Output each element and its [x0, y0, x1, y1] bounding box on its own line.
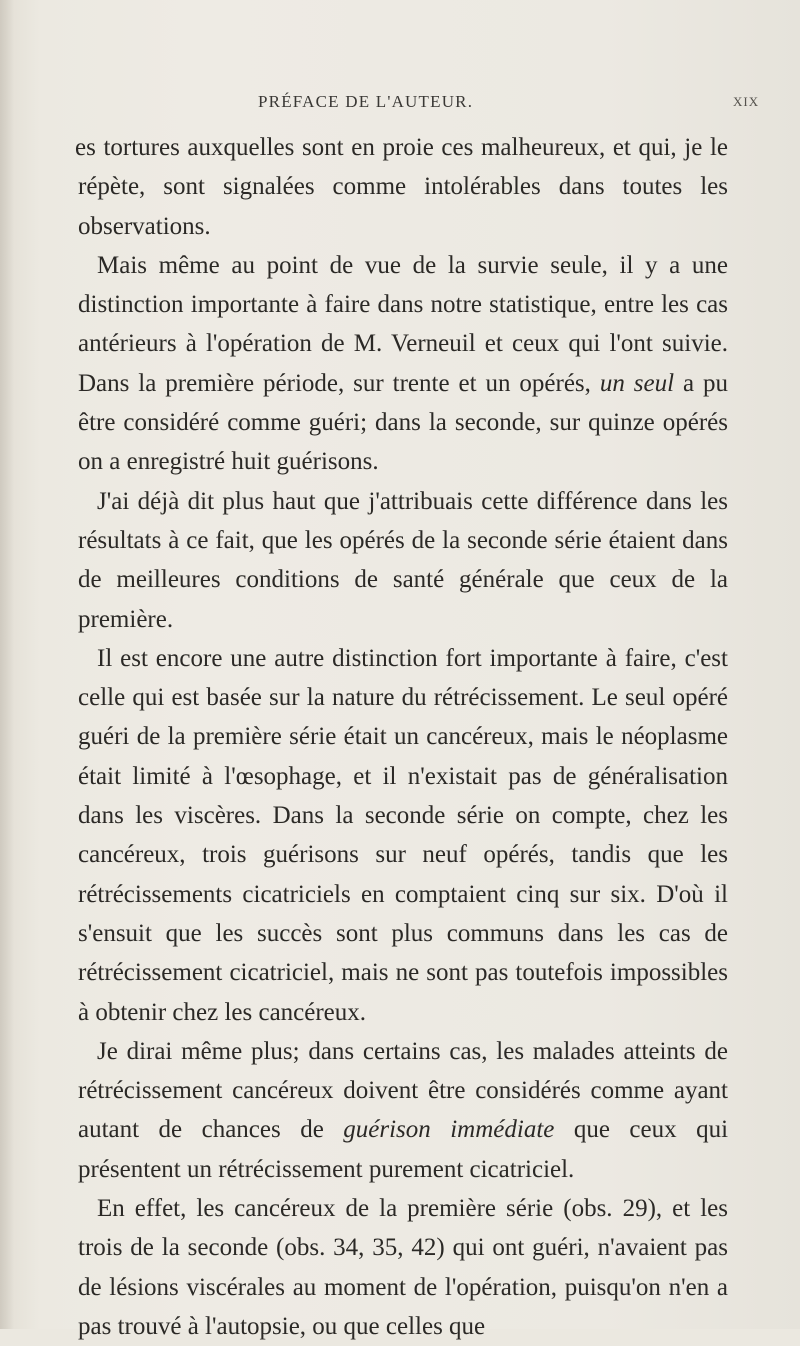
paragraph-4: Il est encore une autre distinction fort importante à faire, c'est celle qui est basée sur la nature du rétrécissement. Le seul opéré guéri de la première série était un cancéreux, mais le néoplasme était limité à l'œsophage, et il n'existait pas de généralisation dans les viscères. Dans la seconde série on compte, chez les cancéreux, trois guérisons sur neuf opérés, tandis que les rétrécissements cicatriciels en comptaient cinq sur six. D'où il s'ensuit que les succès sont plus communs dans les cas de rétrécissement cicatriciel, mais ne sont pas toutefois impossibles à obtenir chez les cancéreux.: [78, 644, 728, 1026]
binding-shadow: [0, 0, 14, 1329]
running-title: PRÉFACE DE L'AUTEUR.: [258, 92, 474, 111]
paragraph-1: es tortures auxquelles sont en proie ces malheureux, et qui, je le répète, sont signalées comme intolérables dans toutes les observations.: [75, 134, 728, 240]
paragraph-5-text-after: que ceux qui présentent un rétrécissement purement cicatriciel.: [78, 1116, 729, 1183]
paragraph-2-text-after: a pu être considéré comme guéri; dans la seconde, sur quinze opérés on a enregistré huit guérisons.: [78, 369, 728, 476]
paragraph-3: J'ai déjà dit plus haut que j'attribuais cette différence dans les résultats à ce fait, que les opérés de la seconde série étaient dans de meilleures conditions de santé générale que ceux de la première.: [78, 487, 728, 633]
paragraph-6: En effet, les cancéreux de la première série (obs. 29), et les trois de la seconde (obs. 34, 35, 42) qui ont guéri, n'avaient pas de lésions viscérales au moment de l'opération, puisqu'on n'en a pas trouvé à l'autopsie, ou que celles que: [78, 1195, 728, 1340]
paragraph-5-text-before: Je dirai même plus; dans certains cas, les malades atteints de rétrécissement cancéreux doivent être considérés comme ayant autant de chances de: [78, 1037, 728, 1144]
paragraph-2-emphasis: un seul: [599, 369, 675, 397]
paragraph-2-text-before: Mais même au point de vue de la survie seule, il y a une distinction importante à faire dans notre statistique, entre les cas antérieurs à l'opération de M. Verneuil et ceux qui l'ont suivie. Dans la première période, sur trente et un opérés,: [78, 251, 728, 397]
page-number: XIX: [733, 94, 760, 109]
paragraph-5: [78, 1032, 728, 1189]
paragraph-5-emphasis: guérison immédiate: [343, 1116, 555, 1144]
paragraph-2: [78, 246, 728, 482]
body-text: [75, 128, 729, 1346]
